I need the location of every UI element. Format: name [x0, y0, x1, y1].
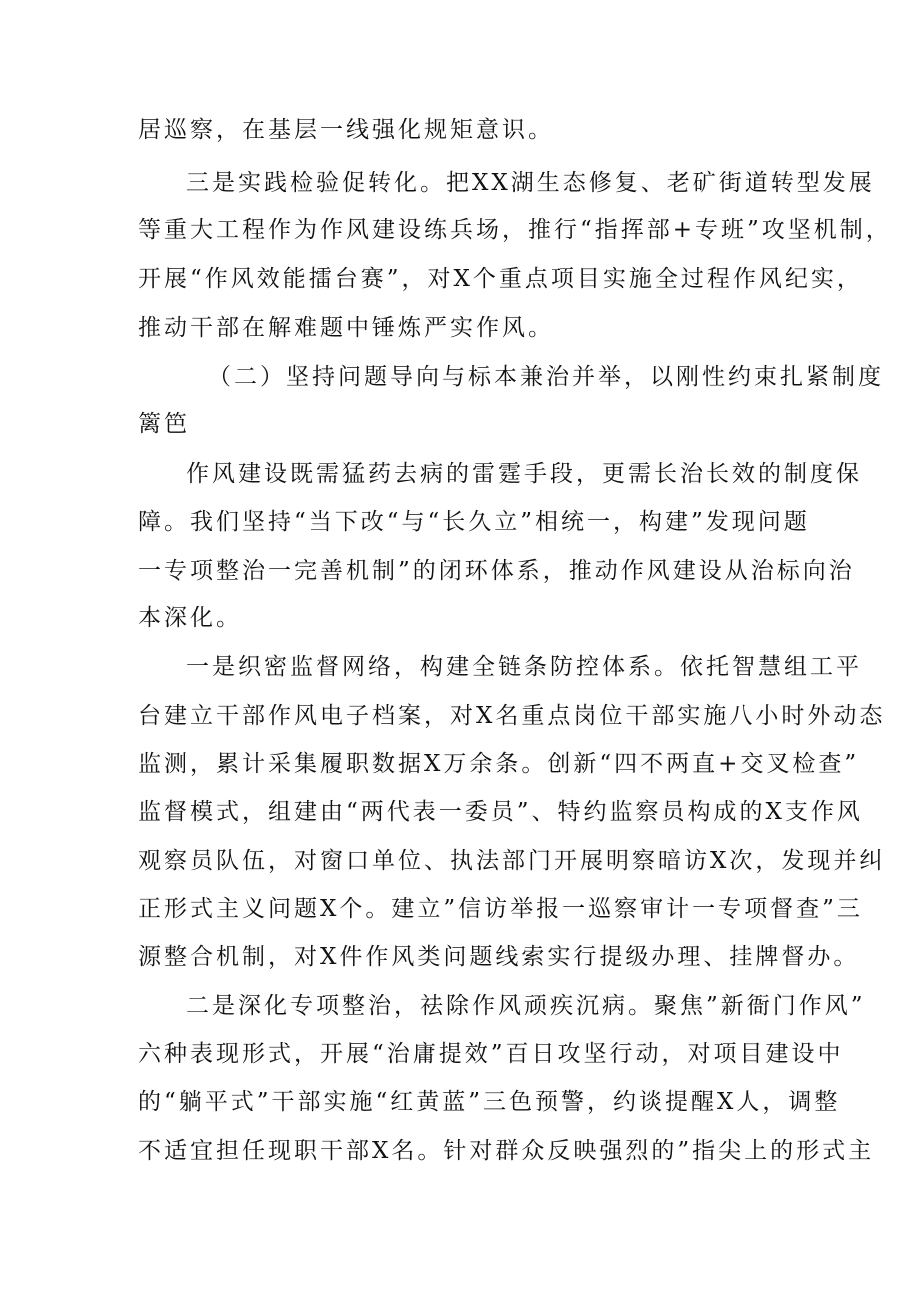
text-line-4: 开展“作风效能擂台赛”，对X个重点项目实施全过程作风纪实， [138, 266, 863, 292]
text-line-3: 等重大工程作为作风建设练兵场，推行“指挥部+专班”攻坚机制， [138, 217, 892, 243]
paragraph-rectification-first-line: 二是深化专项整治，祛除作风顽疾沉病。聚焦”新衙门作风” [186, 993, 866, 1019]
paragraph-supervision-first-line: 一是织密监督网络，构建全链条防控体系。依托智慧组工平 [186, 654, 862, 680]
text-line-14: 监测，累计采集履职数据X万余条。创新“四不两直+交叉检查” [138, 751, 860, 777]
text-line-18: 源整合机制，对X件作风类问题线索实行提级办理、挂牌督办。 [138, 944, 860, 970]
text-line-1: 居巡察，在基层一线强化规矩意识。 [138, 117, 554, 143]
text-line-16: 观察员队伍，对窗口单位、执法部门开展明察暗访X次，发现并纠 [138, 848, 886, 874]
text-line-5: 推动干部在解难题中锤炼严实作风。 [138, 315, 554, 341]
text-line-10: 一专项整治一完善机制”的闭环体系，推动作风建设从治标向治 [138, 558, 855, 584]
text-line-9: 障。我们坚持“当下改“与“长久立”相统一，构建”发现问题 [138, 509, 810, 535]
text-line-17: 正形式主义问题X个。建立”信访举报一巡察审计一专项督查”三 [138, 896, 863, 922]
section-heading-two-continued: 篱笆 [138, 411, 190, 437]
paragraph-practice-first-line: 三是实践检验促转化。把XX湖生态修复、老矿街道转型发展 [186, 170, 875, 196]
text-line-20: 六种表现形式，开展“治庸提效”百日攻坚行动，对项目建设中 [138, 1041, 844, 1067]
paragraph-intro-first-line: 作风建设既需猛药去病的雷霆手段，更需长治长效的制度保 [186, 461, 862, 487]
text-line-21: 的“躺平式”干部实施“红黄蓝”三色预警，约谈提醒X人，调整 [138, 1089, 841, 1115]
text-line-15: 监督模式，组建由“两代表一委员”、特约监察员构成的X支作风 [138, 799, 863, 825]
text-line-11: 本深化。 [138, 605, 242, 631]
section-heading-two: （二）坚持问题导向与标本兼治并举，以刚性约束扎紧制度 [208, 364, 884, 390]
text-line-22: 不适宜担任现职干部X名。针对群众反映强烈的”指尖上的形式主 [138, 1138, 875, 1164]
text-line-13: 台建立干部作风电子档案，对X名重点岗位干部实施八小时外动态 [138, 703, 886, 729]
